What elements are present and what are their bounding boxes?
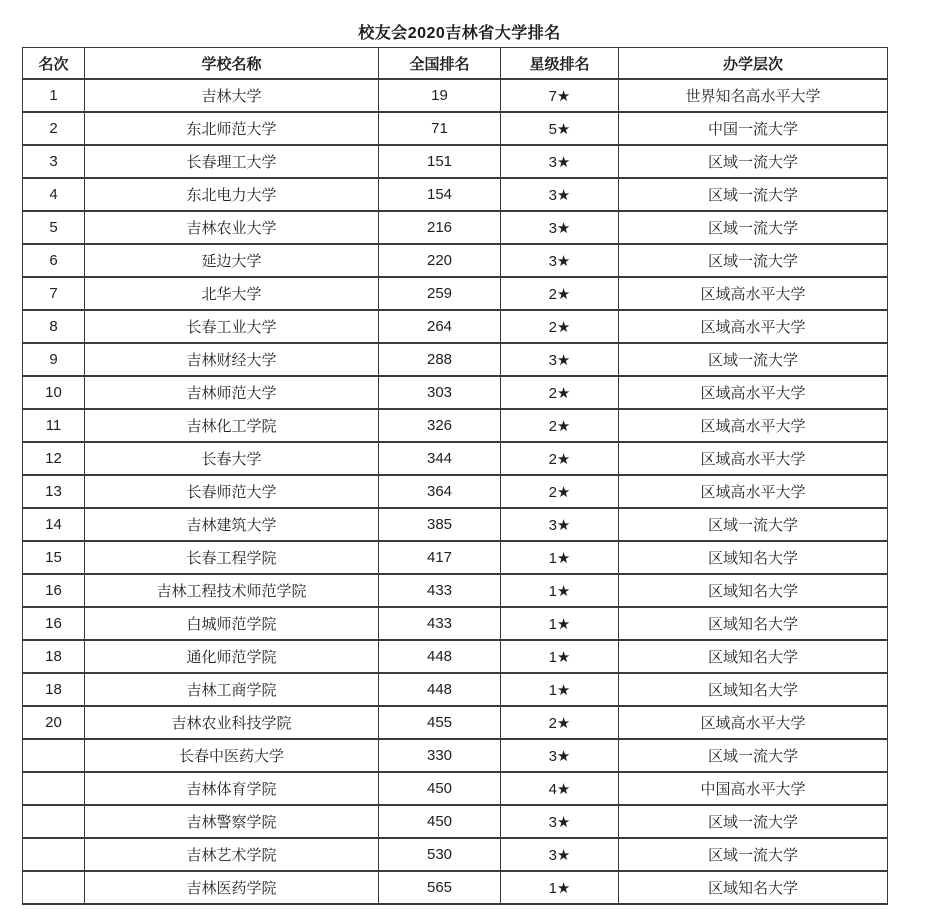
cell-school-name: 长春工业大学 <box>85 310 379 343</box>
cell-national-rank: 330 <box>379 739 501 772</box>
cell-national-rank: 264 <box>379 310 501 343</box>
table-row <box>23 112 888 145</box>
cell-rank: 16 <box>23 607 85 640</box>
cell-school-name: 长春师范大学 <box>85 475 379 508</box>
table-row <box>23 805 888 838</box>
table-row <box>23 706 888 739</box>
cell-star-rank: 2★ <box>501 277 619 310</box>
cell-school-name: 吉林艺术学院 <box>85 838 379 871</box>
cell-rank: 5 <box>23 211 85 244</box>
cell-level: 区域一流大学 <box>619 739 888 772</box>
cell-star-rank: 2★ <box>501 376 619 409</box>
cell-level: 区域高水平大学 <box>619 442 888 475</box>
cell-level: 区域一流大学 <box>619 211 888 244</box>
cell-school-name: 吉林师范大学 <box>85 376 379 409</box>
table-row <box>23 739 888 772</box>
cell-star-rank: 3★ <box>501 805 619 838</box>
cell-rank: 7 <box>23 277 85 310</box>
header-national-rank: 全国排名 <box>379 48 501 80</box>
cell-level: 区域知名大学 <box>619 541 888 574</box>
cell-school-name: 吉林大学 <box>85 79 379 112</box>
table-row <box>23 475 888 508</box>
cell-national-rank: 344 <box>379 442 501 475</box>
cell-level: 区域高水平大学 <box>619 706 888 739</box>
cell-star-rank: 3★ <box>501 739 619 772</box>
cell-level: 区域知名大学 <box>619 574 888 607</box>
cell-national-rank: 364 <box>379 475 501 508</box>
cell-school-name: 长春中医药大学 <box>85 739 379 772</box>
cell-star-rank: 1★ <box>501 640 619 673</box>
header-star-rank: 星级排名 <box>501 48 619 80</box>
table-row <box>23 376 888 409</box>
cell-star-rank: 1★ <box>501 871 619 904</box>
cell-rank: 1 <box>23 79 85 112</box>
cell-rank: 14 <box>23 508 85 541</box>
table-row <box>23 541 888 574</box>
cell-national-rank: 433 <box>379 574 501 607</box>
cell-star-rank: 7★ <box>501 79 619 112</box>
cell-star-rank: 1★ <box>501 673 619 706</box>
header-row <box>23 48 888 80</box>
cell-rank: 11 <box>23 409 85 442</box>
cell-national-rank: 288 <box>379 343 501 376</box>
page-title: 校友会2020吉林省大学排名 <box>358 25 561 42</box>
cell-level: 区域一流大学 <box>619 805 888 838</box>
cell-star-rank: 2★ <box>501 475 619 508</box>
cell-school-name: 延边大学 <box>85 244 379 277</box>
cell-star-rank: 3★ <box>501 145 619 178</box>
cell-level: 区域一流大学 <box>619 145 888 178</box>
cell-level: 区域高水平大学 <box>619 409 888 442</box>
cell-level: 中国高水平大学 <box>619 772 888 805</box>
cell-rank <box>23 739 85 772</box>
cell-national-rank: 154 <box>379 178 501 211</box>
table-row <box>23 772 888 805</box>
cell-school-name: 吉林体育学院 <box>85 772 379 805</box>
cell-star-rank: 5★ <box>501 112 619 145</box>
cell-school-name: 北华大学 <box>85 277 379 310</box>
cell-national-rank: 220 <box>379 244 501 277</box>
cell-national-rank: 450 <box>379 805 501 838</box>
cell-national-rank: 326 <box>379 409 501 442</box>
cell-school-name: 吉林化工学院 <box>85 409 379 442</box>
table-row <box>23 871 888 904</box>
cell-school-name: 长春大学 <box>85 442 379 475</box>
cell-level: 区域一流大学 <box>619 508 888 541</box>
cell-rank: 13 <box>23 475 85 508</box>
cell-star-rank: 1★ <box>501 574 619 607</box>
cell-school-name: 吉林财经大学 <box>85 343 379 376</box>
cell-school-name: 吉林医药学院 <box>85 871 379 904</box>
cell-level: 世界知名高水平大学 <box>619 79 888 112</box>
cell-national-rank: 565 <box>379 871 501 904</box>
cell-level: 中国一流大学 <box>619 112 888 145</box>
cell-national-rank: 303 <box>379 376 501 409</box>
cell-star-rank: 2★ <box>501 442 619 475</box>
table-row <box>23 178 888 211</box>
header-level: 办学层次 <box>619 48 888 80</box>
cell-level: 区域高水平大学 <box>619 310 888 343</box>
cell-star-rank: 2★ <box>501 409 619 442</box>
header-school-name: 学校名称 <box>85 48 379 80</box>
cell-rank: 2 <box>23 112 85 145</box>
cell-rank: 9 <box>23 343 85 376</box>
cell-star-rank: 3★ <box>501 343 619 376</box>
cell-national-rank: 385 <box>379 508 501 541</box>
table-body <box>23 79 888 904</box>
table-row <box>23 343 888 376</box>
cell-school-name: 吉林警察学院 <box>85 805 379 838</box>
cell-rank: 20 <box>23 706 85 739</box>
cell-rank <box>23 871 85 904</box>
cell-rank: 18 <box>23 673 85 706</box>
table-row <box>23 442 888 475</box>
table-row <box>23 409 888 442</box>
cell-level: 区域一流大学 <box>619 178 888 211</box>
cell-school-name: 吉林建筑大学 <box>85 508 379 541</box>
cell-national-rank: 259 <box>379 277 501 310</box>
cell-school-name: 通化师范学院 <box>85 640 379 673</box>
cell-school-name: 长春工程学院 <box>85 541 379 574</box>
cell-star-rank: 3★ <box>501 178 619 211</box>
cell-national-rank: 71 <box>379 112 501 145</box>
table-row <box>23 310 888 343</box>
cell-rank: 15 <box>23 541 85 574</box>
table-row <box>23 244 888 277</box>
cell-school-name: 长春理工大学 <box>85 145 379 178</box>
cell-level: 区域高水平大学 <box>619 376 888 409</box>
cell-rank <box>23 838 85 871</box>
cell-national-rank: 216 <box>379 211 501 244</box>
cell-star-rank: 3★ <box>501 211 619 244</box>
cell-school-name: 白城师范学院 <box>85 607 379 640</box>
cell-school-name: 东北师范大学 <box>85 112 379 145</box>
cell-national-rank: 448 <box>379 640 501 673</box>
table-row <box>23 277 888 310</box>
table-row <box>23 145 888 178</box>
table-row <box>23 607 888 640</box>
table-row <box>23 838 888 871</box>
cell-national-rank: 19 <box>379 79 501 112</box>
table-row <box>23 211 888 244</box>
cell-star-rank: 2★ <box>501 310 619 343</box>
cell-level: 区域知名大学 <box>619 871 888 904</box>
cell-level: 区域一流大学 <box>619 343 888 376</box>
cell-rank: 16 <box>23 574 85 607</box>
cell-rank: 4 <box>23 178 85 211</box>
cell-rank: 6 <box>23 244 85 277</box>
cell-level: 区域高水平大学 <box>619 475 888 508</box>
table-row <box>23 640 888 673</box>
cell-rank <box>23 772 85 805</box>
cell-national-rank: 455 <box>379 706 501 739</box>
cell-star-rank: 3★ <box>501 838 619 871</box>
cell-level: 区域一流大学 <box>619 838 888 871</box>
cell-star-rank: 1★ <box>501 541 619 574</box>
table-row <box>23 574 888 607</box>
table-row <box>23 673 888 706</box>
cell-rank: 3 <box>23 145 85 178</box>
cell-national-rank: 448 <box>379 673 501 706</box>
cell-level: 区域高水平大学 <box>619 277 888 310</box>
cell-rank: 10 <box>23 376 85 409</box>
cell-level: 区域一流大学 <box>619 244 888 277</box>
cell-national-rank: 151 <box>379 145 501 178</box>
table-row <box>23 79 888 112</box>
cell-school-name: 吉林农业科技学院 <box>85 706 379 739</box>
cell-school-name: 吉林工程技术师范学院 <box>85 574 379 607</box>
cell-star-rank: 3★ <box>501 244 619 277</box>
cell-star-rank: 2★ <box>501 706 619 739</box>
cell-national-rank: 450 <box>379 772 501 805</box>
ranking-table <box>22 47 888 905</box>
cell-school-name: 吉林工商学院 <box>85 673 379 706</box>
cell-star-rank: 3★ <box>501 508 619 541</box>
cell-level: 区域知名大学 <box>619 607 888 640</box>
cell-star-rank: 4★ <box>501 772 619 805</box>
cell-national-rank: 530 <box>379 838 501 871</box>
cell-school-name: 东北电力大学 <box>85 178 379 211</box>
header-rank: 名次 <box>23 48 85 80</box>
cell-level: 区域知名大学 <box>619 673 888 706</box>
cell-rank: 12 <box>23 442 85 475</box>
table-row <box>23 508 888 541</box>
cell-national-rank: 433 <box>379 607 501 640</box>
cell-level: 区域知名大学 <box>619 640 888 673</box>
cell-rank: 18 <box>23 640 85 673</box>
cell-national-rank: 417 <box>379 541 501 574</box>
cell-rank: 8 <box>23 310 85 343</box>
cell-school-name: 吉林农业大学 <box>85 211 379 244</box>
cell-rank <box>23 805 85 838</box>
cell-star-rank: 1★ <box>501 607 619 640</box>
